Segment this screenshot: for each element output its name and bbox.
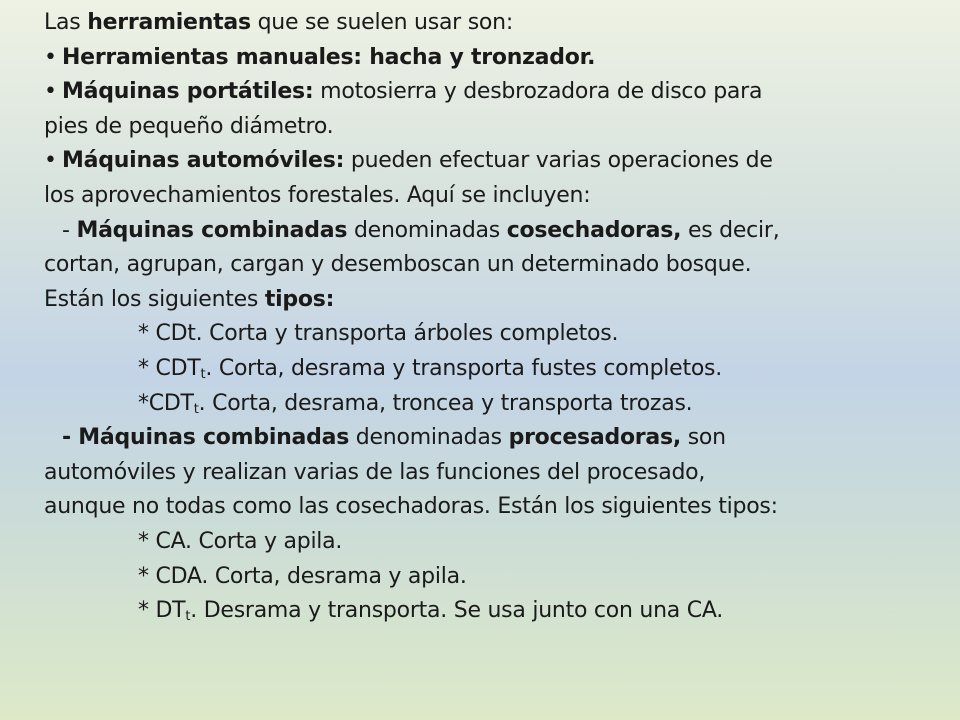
cosechadora-item — [44, 387, 944, 422]
cosechadoras-tipos — [44, 283, 944, 318]
automoviles-text: pueden efectuar varias operaciones de — [344, 148, 773, 174]
intro-pre: Las — [44, 10, 88, 35]
procesadoras-mid: denominadas — [349, 425, 509, 451]
slide-text — [44, 6, 944, 629]
item-desc: . Corta, desrama y transporta fustes completos. — [205, 355, 722, 381]
item-sub: t — [185, 609, 191, 625]
item-desc: . Corta y transporta árboles completos. — [195, 321, 619, 347]
bullet-portatiles — [44, 75, 944, 110]
procesadoras-bold1: - Máquinas combinadas — [62, 425, 350, 451]
tipos-bold: tipos: — [264, 286, 335, 312]
item-sub: t — [193, 401, 199, 417]
bullet-icon: • — [44, 44, 57, 70]
cosechadoras-bold2: cosechadoras, — [506, 217, 682, 243]
bullet-icon: • — [44, 148, 57, 174]
portatiles-bold: Máquinas portátiles: — [62, 79, 314, 105]
procesadoras-cont2: aunque no todas como las cosechadoras. Están los siguientes tipos: — [44, 494, 778, 520]
item-desc: . Corta, desrama, troncea y transporta trozas. — [198, 390, 693, 416]
bullet-automoviles — [44, 144, 944, 179]
procesadora-item — [44, 560, 944, 595]
item-code: * CDt — [138, 321, 196, 347]
portatiles-text: motosierra y desbrozadora de disco para — [313, 79, 763, 105]
cosechadoras-dash: - — [62, 217, 77, 243]
item-desc: . Corta, desrama y apila. — [201, 563, 467, 589]
cosechadora-item — [44, 317, 944, 352]
item-code: *CDT — [138, 390, 194, 416]
intro-post: que se suelen usar son: — [250, 10, 513, 35]
portatiles-cont: pies de pequeño diámetro. — [44, 113, 334, 139]
procesadoras-line — [44, 421, 944, 456]
item-desc: . Corta y apila. — [185, 528, 343, 554]
cosechadora-item — [44, 352, 944, 387]
intro-line — [44, 6, 944, 41]
item-desc: . Desrama y transporta. Se usa junto con una CA. — [190, 598, 724, 624]
item-code: * DT — [138, 598, 186, 624]
automoviles-cont: los aprovechamientos forestales. Aquí se incluyen: — [44, 182, 591, 208]
cosechadoras-line — [44, 214, 944, 249]
item-sub: t — [200, 366, 206, 382]
procesadoras-post: son — [680, 425, 726, 451]
bullet-icon: • — [44, 79, 57, 105]
item-code: * CA — [138, 528, 186, 554]
bullet-manuales — [44, 41, 944, 76]
cosechadoras-cont: cortan, agrupan, cargan y desemboscan un determinado bosque. — [44, 252, 752, 278]
cosechadoras-post: es decir, — [681, 217, 780, 243]
intro-bold: herramientas — [87, 10, 251, 35]
automoviles-bold: Máquinas automóviles: — [62, 148, 345, 174]
item-code: * CDT — [138, 355, 201, 381]
procesadora-item — [44, 525, 944, 560]
procesadoras-cont1: automóviles y realizan varias de las funciones del procesado, — [44, 459, 706, 485]
procesadoras-bold2: procesadoras, — [508, 425, 681, 451]
manuales-bold: Herramientas manuales: hacha y tronzador. — [62, 44, 596, 70]
tipos-pre: Están los siguientes — [44, 286, 265, 312]
item-code: * CDA — [138, 563, 202, 589]
cosechadoras-bold1: Máquinas combinadas — [76, 217, 348, 243]
procesadora-item — [44, 594, 944, 629]
cosechadoras-mid: denominadas — [347, 217, 507, 243]
